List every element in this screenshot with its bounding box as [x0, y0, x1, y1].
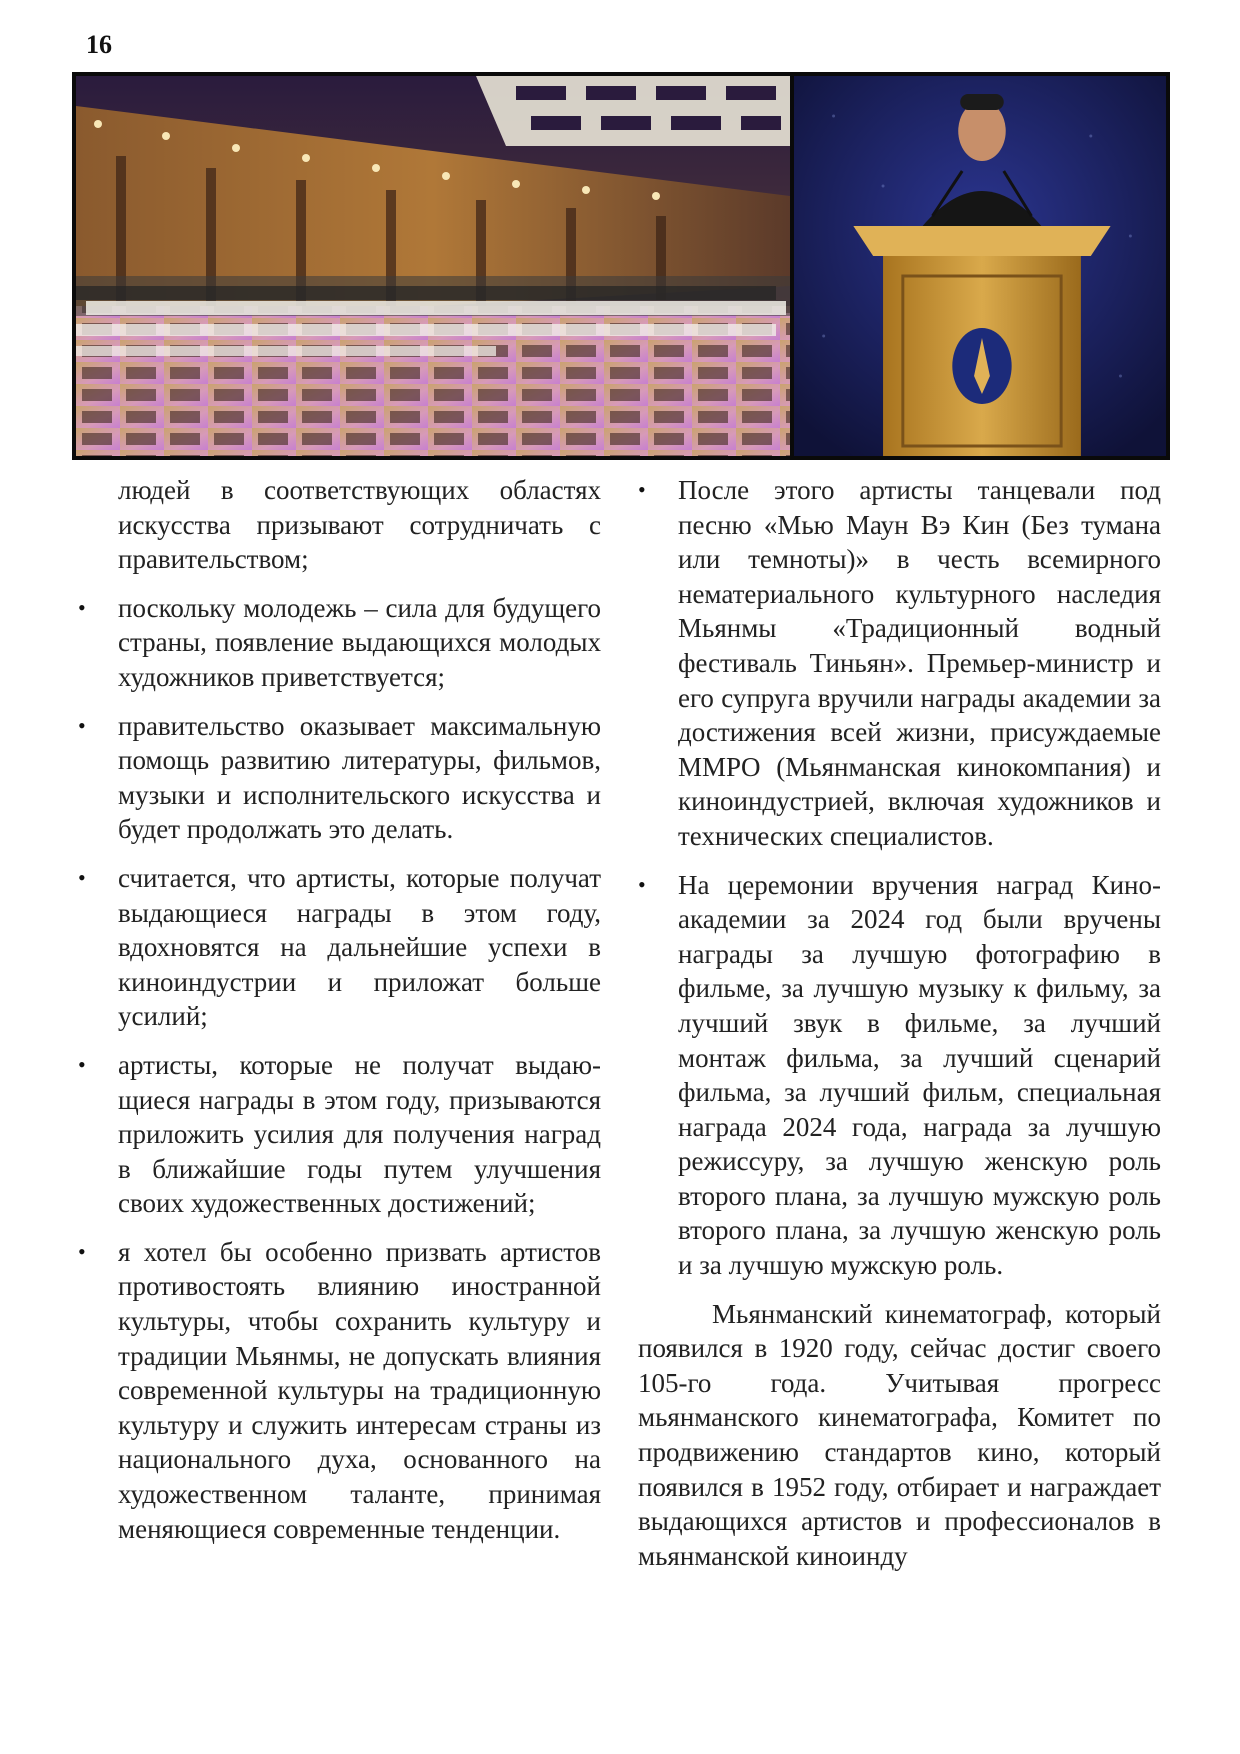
bullet-mark: •: [78, 712, 86, 738]
right-column: [638, 473, 1161, 1573]
bullet-mark: •: [638, 871, 646, 897]
photo-strip: [72, 72, 1170, 460]
bullet-text: правительство оказывает максимальную помощь развитию литературы, фильмов, музыки и исполнительского искусства и будет продолжать это делать.: [118, 710, 601, 845]
bullet-text: считается, что артисты, которые получат выдающиеся награды в этом году, вдохновятся на дальнейшие успехи в киноиндустрии и приложат больше усилий;: [118, 862, 601, 1032]
bullet-item: [78, 709, 601, 847]
bullet-item: [638, 473, 1161, 854]
auditorium-illustration: [76, 76, 790, 456]
page-number: 16: [86, 30, 112, 59]
bullet-text: я хотел бы особенно призвать артистов противостоять влиянию иностранной культуры, чтобы сохранить культуру и традиции Мьянмы, не допускать влияния современной культуры на традиционную культуру и служить интересам страны из национального духа, основанного на художественном таланте, принимая меняющиеся современные тенденции.: [118, 1236, 601, 1544]
bullet-mark: •: [78, 1238, 86, 1264]
bullet-mark: •: [78, 1051, 86, 1077]
bullet-item: [638, 868, 1161, 1283]
left-column: [78, 473, 601, 1546]
podium-illustration: [794, 76, 1166, 456]
bullet-text: артисты, которые не получат выдающиеся награды в этом году, призываются приложить усилия для получения наград в ближайшие годы путем улучшения своих художественных достижений;: [118, 1049, 601, 1219]
bullet-item: [78, 1235, 601, 1546]
body-paragraph: Мьянманский кинематограф, который появился в 1920 году, сейчас достиг своего 105-го года. Учитывая прогресс мьянманского кинематографа, Комитет по продвижению стандартов кино, который появился в 1952 году, отбирает и награждает выдающихся артистов и профессионалов в мьянманской киноинду: [638, 1298, 1161, 1571]
bullet-mark: •: [78, 594, 86, 620]
speaker-at-podium-photo: [794, 76, 1166, 456]
bullet-item: [78, 861, 601, 1034]
bullet-text: На церемонии вручения наград Киноакадемии за 2024 год были вручены награды за лучшую фотографию в фильме, за лучшую музыку к фильму, за лучший звук в фильме, за лучший монтаж фильма, за лучший сценарий фильма, за лучший фильм, специальная награда 2024 года, награда за лучшую режиссуру, за лучшую женскую роль второго плана, за лучшую мужскую роль второго плана, за лучшую женскую роль и за лучшую мужскую роль.: [678, 869, 1161, 1281]
bullet-item: [78, 1048, 601, 1221]
continuation-text: людей в соответствующих областях искусства призывают сотрудничать с правительством;: [118, 475, 601, 575]
bullet-item: [78, 591, 601, 695]
bullet-text: После этого артисты танцевали под песню «Мью Маун Вэ Кин (Без тумана или темноты)» в честь всемирного нематериального культурного наследия Мьянмы «Традиционный водный фестиваль Тиньян». Премьер-министр и его супруга вручили награды академии за достижения всей жизни, присуждаемые MMPO (Мьянманская кинокомпания) и киноиндустрией, включая художников и технических специалистов.: [678, 475, 1161, 851]
bullet-mark: •: [638, 477, 646, 502]
bullet-text: поскольку молодежь – сила для будущего страны, появление выдающихся молодых художников приветствуется;: [118, 592, 601, 692]
bullet-mark: •: [78, 864, 86, 890]
auditorium-audience-photo: [76, 76, 790, 456]
